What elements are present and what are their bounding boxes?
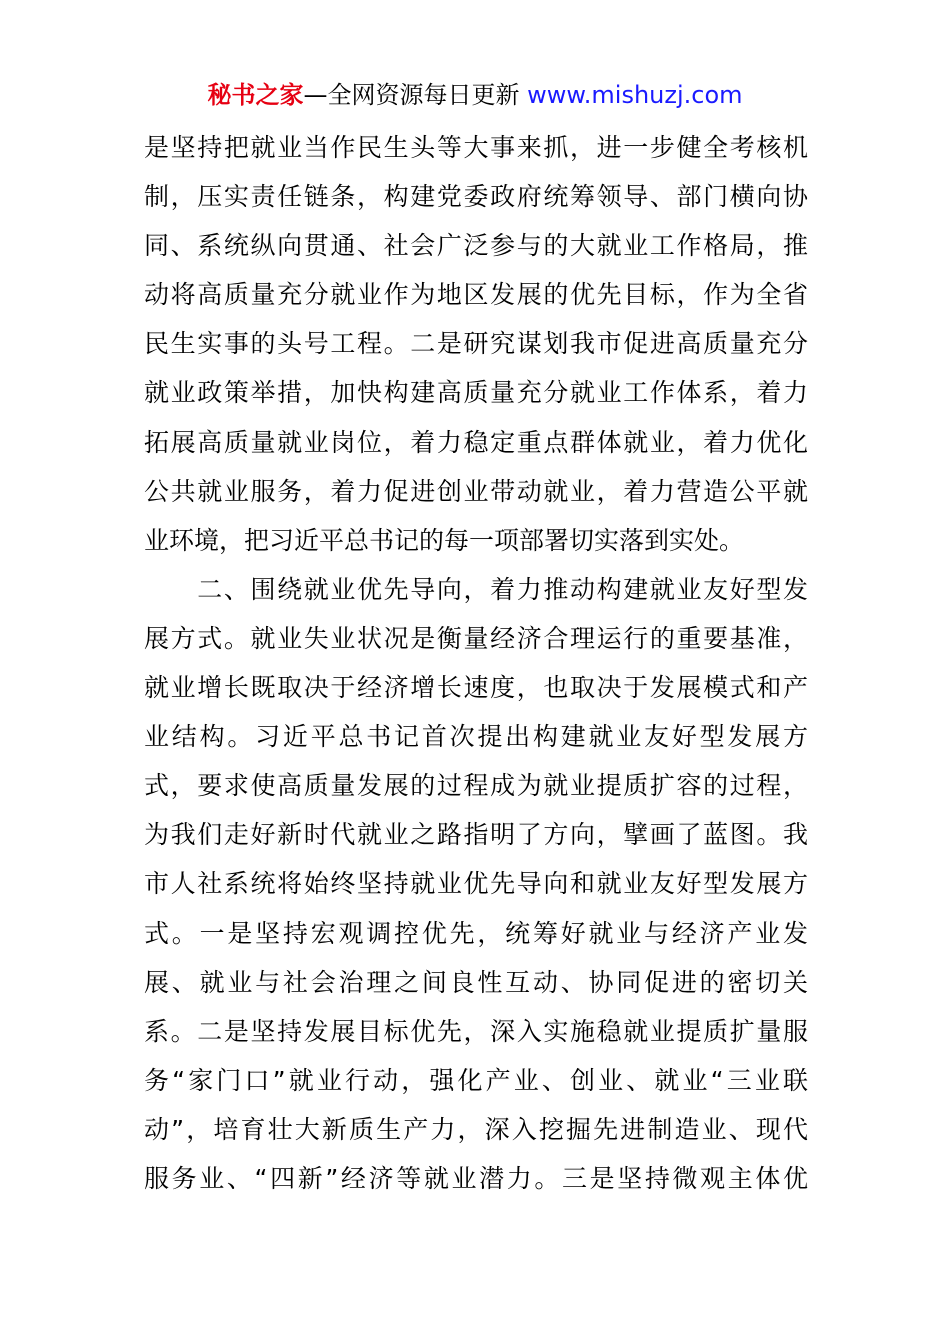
text-line: 民生实事的头号工程。二是研究谋划我市促进高质量充分 xyxy=(144,329,808,359)
text-line: 业结构。习近平总书记首次提出构建就业友好型发展方 xyxy=(144,722,808,752)
text-line: 拓展高质量就业岗位，着力稳定重点群体就业，着力优化 xyxy=(144,427,808,457)
text-line: 公共就业服务，着力促进创业带动就业，着力营造公平就 xyxy=(144,476,808,506)
section-heading-line: 二、围绕就业优先导向，着力推动构建就业友好型发 xyxy=(144,574,808,604)
site-url-link[interactable]: www.mishuzj.com xyxy=(527,81,743,109)
text-line: 式，要求使高质量发展的过程成为就业提质扩容的过程， xyxy=(144,771,808,801)
brand-name: 秘书之家 xyxy=(207,81,304,109)
text-line: 制，压实责任链条，构建党委政府统筹领导、部门横向协 xyxy=(144,182,808,212)
text-line: 同、系统纵向贯通、社会广泛参与的大就业工作格局，推 xyxy=(144,231,808,261)
text-line: 就业增长既取决于经济增长速度，也取决于发展模式和产 xyxy=(144,673,808,703)
document-body xyxy=(144,128,808,1208)
header-tagline: —全网资源每日更新 xyxy=(303,81,528,109)
text-line: 动”，培育壮大新质生产力，深入挖掘先进制造业、现代 xyxy=(144,1114,808,1144)
text-line: 展方式。就业失业状况是衡量经济合理运行的重要基准， xyxy=(144,623,808,653)
text-line: 是坚持把就业当作民生头等大事来抓，进一步健全考核机 xyxy=(144,133,808,162)
text-line: 系。二是坚持发展目标优先，深入实施稳就业提质扩量服 xyxy=(144,1016,808,1046)
text-line: 动将高质量充分就业作为地区发展的优先目标，作为全省 xyxy=(144,280,808,310)
text-line: 展、就业与社会治理之间良性互动、协同促进的密切关 xyxy=(144,967,808,997)
text-line: 务“家门口”就业行动，强化产业、创业、就业“三业联 xyxy=(144,1065,808,1095)
text-line: 为我们走好新时代就业之路指明了方向，擘画了蓝图。我 xyxy=(144,820,808,850)
text-line: 就业政策举措，加快构建高质量充分就业工作体系，着力 xyxy=(144,378,808,408)
site-header xyxy=(0,78,950,112)
text-line: 市人社系统将始终坚持就业优先导向和就业友好型发展方 xyxy=(144,869,808,899)
text-line: 服务业、“四新”经济等就业潜力。三是坚持微观主体优 xyxy=(144,1163,808,1193)
text-line: 式。一是坚持宏观调控优先，统筹好就业与经济产业发 xyxy=(144,918,808,948)
paragraph-end-line: 业环境，把习近平总书记的每一项部署切实落到实处。 xyxy=(144,525,745,555)
